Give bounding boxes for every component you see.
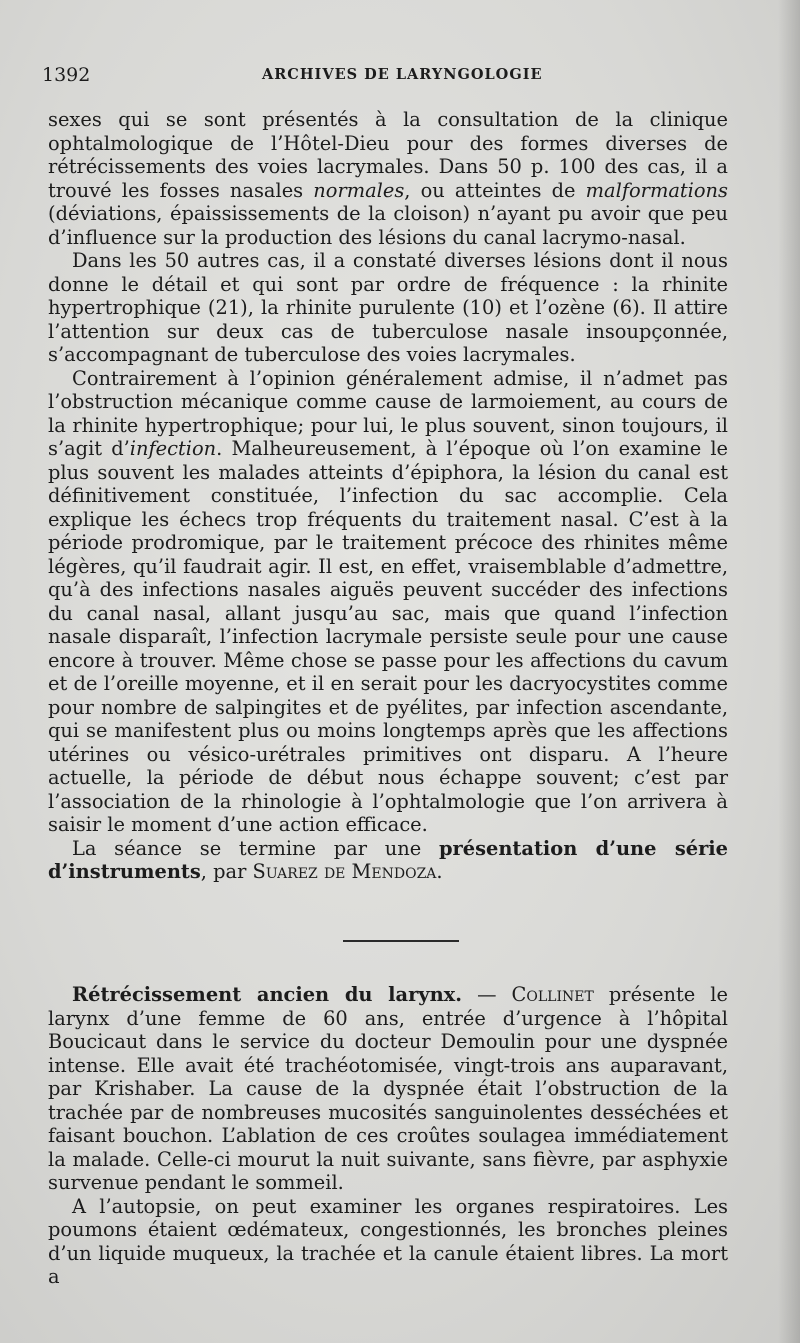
bold-phrase: présentation d’une série d’instruments — [48, 836, 728, 883]
page-header — [42, 64, 742, 88]
paragraph — [48, 983, 728, 1195]
paragraph — [48, 367, 728, 837]
paragraph-continuation — [48, 108, 728, 249]
text-span: présente le larynx d’une femme de 60 ans, entrée d’urgence à l’hôpital Boucicaut dans le service du docteur Demoulin pour une dyspnée intense. Elle avait été trachéotomisée, vingt-trois ans auparavant, par Krishaber. La cause de la dyspnée était l’obstruction de la trachée par de nombreuses mucosités sanguinolentes desséchées et faisant bouchon. L’ablation de ces croûtes soulagea immédiatement la malade. Celle-ci mourut la nuit suivante, sans fièvre, par asphyxie survenue pendant le sommeil. — [48, 983, 728, 1194]
running-head: ARCHIVES DE LARYNGOLOGIE — [262, 66, 543, 83]
author-name: Collinet — [511, 983, 594, 1006]
section-divider — [343, 940, 459, 942]
body-text-section-1 — [48, 108, 728, 884]
text-span: . — [436, 860, 443, 883]
paragraph: A l’autopsie, on peut examiner les organes respiratoires. Les poumons étaient œdémateux, congestionnés, les bronches pleines d’un liquide muqueux, la trachée et la canule étaient libres. La mort a — [48, 1194, 728, 1288]
text-span: , par — [200, 860, 253, 883]
italic-term: normales — [313, 178, 405, 202]
text-span: sexes qui se sont présentés à la consultation de la clinique ophtalmologique de l’Hôtel-Dieu pour des formes diverses de rétrécissements des voies lacrymales. Dans 50 p. 100 des cas, il a trouvé les fosses nasales — [48, 108, 728, 202]
italic-term: malformations — [585, 178, 728, 202]
text-span: La séance se termine par une — [72, 836, 439, 860]
italic-term: infection — [129, 437, 217, 460]
text-span: Contrairement à l’opinion généralement admise, il n’admet pas l’obstruction mécanique comme cause de larmoiement, au cours de la rhinite hypertrophique; pour lui, le plus souvent, sinon toujours, il s’agit d’ — [48, 366, 728, 460]
section-title: Rétrécissement ancien du larynx. — [72, 983, 462, 1006]
body-text-section-2 — [48, 983, 728, 1289]
paragraph: Dans les 50 autres cas, il a constaté diverses lésions dont il nous donne le détail et qui sont par ordre de fréquence : la rhinite hypertrophique (21), la rhinite purulente (10) et l’ozène (6). Il attire l’attention sur deux cas de tuberculose nasale insoupçonnée, s’accompagnant de tuberculose des voies lacrymales. — [48, 249, 728, 366]
author-name: Suarez de Mendoza — [252, 860, 437, 883]
paragraph — [48, 837, 728, 884]
text-span: (déviations, épaississements de la cloison) n’ayant pu avoir que peu d’influence sur la production des lésions du canal lacrymo-nasal. — [48, 202, 728, 249]
page-edge-shadow — [778, 0, 800, 1343]
text-span: . Malheureusement, à l’époque où l’on examine le plus souvent les malades atteints d’épiphora, la lésion du canal est définitivement constituée, l’infection du sac accomplie. Cela explique les échecs trop fréquents du traitement nasal. C’est à la période prodromique, par le traitement précoce des rhinites même légères, qu’il faudrait agir. Il est, en effet, vraisemblable d’admettre, qu’à des infections nasales aiguës peuvent succéder des infections du canal nasal, allant jusqu’au sac, mais que quand l’infection nasale disparaît, l’infection lacrymale persiste seule pour une cause encore à trouver. Même chose se passe pour les affections du cavum et de l’oreille moyenne, et il en serait pour les dacryocystites comme pour nombre de salpingites et de pyélites, par infection ascendante, qui se manifestent plus ou moins longtemps après que les affections utérines ou vésico-urétrales primitives ont disparu. A l’heure actuelle, la période de début nous échappe souvent; c’est par l’association de la rhinologie à l’ophtalmologie que l’on arrivera à saisir le moment d’une action efficace. — [48, 437, 728, 836]
text-span: , ou atteintes de — [404, 178, 586, 202]
page-number: 1392 — [42, 64, 91, 86]
text-span: — — [461, 983, 512, 1006]
